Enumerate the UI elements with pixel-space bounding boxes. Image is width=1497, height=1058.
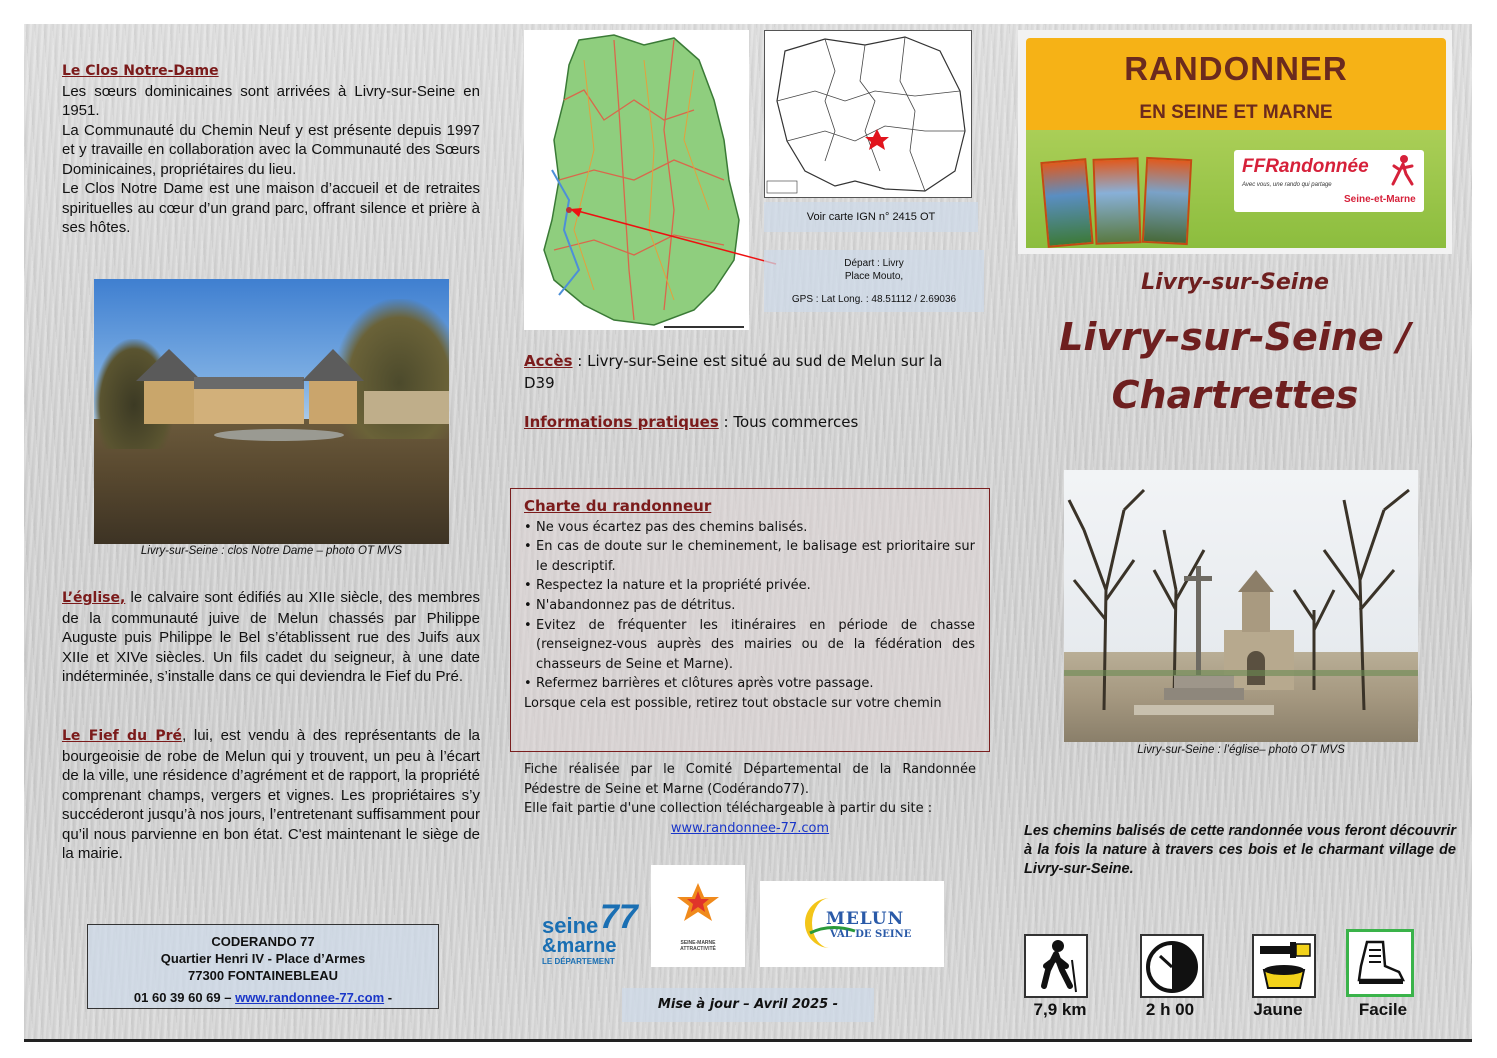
fief-section bbox=[62, 726, 480, 864]
difficulty-value: Facile bbox=[1358, 1000, 1408, 1019]
distance-icon-box bbox=[1024, 934, 1088, 998]
credits-line-2: Elle fait partie d'une collection téléchargeable à partir du site : bbox=[524, 801, 933, 816]
route-intro: Les chemins balisés de cette randonnée vous feront découvrir à la fois la nature à travers ces bois et le charmant village de Livry-sur-Seine. bbox=[1024, 823, 1456, 877]
department-map bbox=[524, 30, 749, 330]
attractivite-text: SEINE-MARNE ATTRACTIVITÉ bbox=[680, 940, 716, 952]
region-map bbox=[764, 30, 972, 198]
melun-logo-subtitle: VAL DE SEINE bbox=[830, 929, 912, 940]
region-map-graphic bbox=[765, 31, 971, 197]
hiker-figure-icon bbox=[1390, 154, 1416, 188]
charter-title: Charte du randonneur bbox=[524, 497, 712, 515]
departure-line-1: Départ : Livry bbox=[844, 258, 904, 269]
clos-photo-caption: Livry-sur-Seine : clos Notre Dame – photo OT MVS bbox=[140, 545, 403, 557]
clos-heading: Le Clos Notre-Dame bbox=[62, 63, 219, 79]
ff-logo-text: FFRandonnée bbox=[1242, 156, 1369, 177]
practical-info-text: : Tous commerces bbox=[718, 413, 859, 431]
duration-value: 2 h 00 bbox=[1145, 1000, 1195, 1019]
clos-paragraph-1: Les sœurs dominicaines sont arrivées à Livry-sur-Seine en 1951. bbox=[62, 82, 480, 119]
contact-name: CODERANDO 77 bbox=[211, 934, 315, 949]
contact-phone: 01 60 39 60 69 – bbox=[133, 990, 236, 1005]
charter-list bbox=[524, 518, 975, 694]
hiker-charter-box bbox=[510, 488, 990, 752]
clos-paragraph-3: Le Clos Notre Dame est une maison d’accueil et de retraites spirituelles au cœur d’un grand parc, offrant silence et prière à ses hôtes. bbox=[62, 180, 480, 236]
ign-map-box bbox=[764, 202, 978, 232]
location-arrow bbox=[564, 200, 784, 270]
fief-heading: Le Fief du Pré bbox=[62, 728, 183, 744]
paint-brush-icon bbox=[1254, 936, 1314, 996]
color-value: Jaune bbox=[1253, 1000, 1303, 1019]
charter-item: • En cas de doute sur le cheminement, le balisage est prioritaire sur le descriptif. bbox=[524, 537, 975, 576]
access-info bbox=[524, 350, 964, 394]
ffrandonnee-logo bbox=[1234, 150, 1424, 212]
melun-logo-title: MELUN bbox=[826, 909, 905, 929]
charter-item: • N'abandonnez pas de détritus. bbox=[524, 596, 975, 616]
church-photo-caption: Livry-sur-Seine : l’église– photo OT MVS bbox=[1137, 744, 1345, 756]
route-title-line-2: Chartrettes bbox=[1111, 373, 1359, 417]
attractivite-logo bbox=[651, 865, 745, 967]
update-box bbox=[622, 988, 874, 1022]
charter-item: • Refermez barrières et clôtures après votre passage. bbox=[524, 674, 975, 694]
clock-icon bbox=[1142, 936, 1202, 996]
contact-address-1: Quartier Henri IV - Place d’Armes bbox=[160, 951, 366, 966]
church-photo bbox=[1064, 470, 1418, 742]
topoguide-booklet bbox=[1040, 158, 1093, 248]
departure-line-2: Place Mouto, bbox=[844, 271, 904, 282]
charter-item: • Respectez la nature et la propriété privée. bbox=[524, 576, 975, 596]
church-trees-graphic bbox=[1064, 470, 1418, 742]
charter-last-line: Lorsque cela est possible, retirez tout obstacle sur votre chemin bbox=[524, 695, 942, 711]
ff-logo-tagline: Avec vous, une rando qui partage bbox=[1242, 182, 1332, 188]
banner bbox=[1018, 30, 1452, 254]
topoguide-booklet bbox=[1142, 157, 1192, 245]
access-text: : Livry-sur-Seine est situé au sud de Melun sur la D39 bbox=[524, 352, 943, 392]
logo-77-text: 77 bbox=[600, 898, 638, 936]
logo-seine-text: seine bbox=[542, 913, 599, 938]
brochure-page bbox=[24, 24, 1472, 1042]
banner-subtitle: EN SEINE ET MARNE bbox=[1139, 102, 1333, 123]
distance-value: 7,9 km bbox=[1033, 1000, 1087, 1019]
ign-map-reference: Voir carte IGN n° 2415 OT bbox=[806, 211, 936, 223]
route-title bbox=[1018, 308, 1452, 424]
color-icon-box bbox=[1252, 934, 1316, 998]
eglise-section bbox=[62, 588, 480, 687]
topoguide-booklet bbox=[1093, 157, 1142, 245]
contact-box bbox=[87, 924, 439, 1009]
logo-department-text: LE DÉPARTEMENT bbox=[542, 957, 615, 966]
clos-notre-dame-photo bbox=[94, 279, 449, 544]
banner-title: RANDONNER bbox=[1124, 50, 1348, 87]
contact-phone-line bbox=[88, 989, 438, 1006]
duration-icon-box bbox=[1140, 934, 1204, 998]
contact-address-2: 77300 FONTAINEBLEAU bbox=[187, 968, 338, 983]
credits-line-1: Fiche réalisée par le Comité Départemental de la Randonnée Pédestre de Seine et Marne (Codérando77). bbox=[524, 762, 976, 797]
clos-paragraph-2: La Communauté du Chemin Neuf y est présente depuis 1997 et y travaille en collaboration avec la Communauté des Sœurs Dominicaines, propriétaires du lieu. bbox=[62, 121, 480, 178]
contact-tail: - bbox=[384, 990, 393, 1005]
melun-val-de-seine-logo bbox=[760, 881, 944, 967]
departure-box bbox=[764, 250, 984, 312]
route-title-line-1: Livry-sur-Seine / bbox=[1059, 315, 1411, 359]
logo-marne-text: &marne bbox=[542, 935, 617, 957]
department-map-graphic bbox=[524, 30, 749, 330]
hiking-boot-icon bbox=[1349, 932, 1411, 994]
access-label: Accès bbox=[524, 352, 573, 370]
difficulty-icon-box bbox=[1346, 929, 1414, 997]
eglise-heading: L’église, bbox=[62, 590, 126, 606]
walking-hiker-icon bbox=[1026, 936, 1086, 996]
update-date: Mise à jour – Avril 2025 - bbox=[657, 997, 839, 1012]
practical-info bbox=[524, 411, 964, 433]
credits-text bbox=[524, 760, 976, 838]
contact-website-link[interactable]: www.randonnee-77.com bbox=[235, 990, 385, 1005]
town-name: Livry-sur-Seine bbox=[1141, 270, 1329, 295]
charter-item: • Evitez de fréquenter les itinéraires en période de chasse (renseignez-vous auprès des mairies ou de la fédération des chasseurs de Seine et Marne). bbox=[524, 616, 975, 675]
star-logo-icon bbox=[651, 865, 745, 935]
ff-logo-region: Seine-et-Marne bbox=[1344, 194, 1416, 205]
clos-notre-dame-section bbox=[62, 62, 480, 238]
credits-website-link[interactable]: www.randonnee-77.com bbox=[670, 820, 830, 836]
seine-et-marne-logo bbox=[540, 894, 650, 974]
fief-text: , lui, est vendu à des représentants de la bourgeoisie de robe de Melun qui y trouvent, un peu à l’écart de la ville, une résidence d’agrément et de rapport, la propriété comprenant champs, vergers et vignes. Les propriétaires s’y succéderont jusqu’à nos jours, l’entretenant suffisamment pour qu’il nous parvienne en bon état. C'est maintenant le siège de la mairie. bbox=[62, 727, 481, 862]
practical-info-label: Informations pratiques bbox=[524, 413, 719, 431]
eglise-text: le calvaire sont édifiés au XIIe siècle, des membres de la communauté juive de Melun chassés par Philippe Auguste puis Philippe le Bel s’établissent rue des Juifs aux XIIe et XIVe siècles. Un fils cadet du seigneur, à une date indéterminée, s’installe dans ce qui deviendra le Fief du Pré. bbox=[62, 589, 480, 685]
charter-item: • Ne vous écartez pas des chemins balisés. bbox=[524, 518, 975, 538]
gps-coordinates: GPS : Lat Long. : 48.51112 / 2.69036 bbox=[791, 294, 957, 305]
